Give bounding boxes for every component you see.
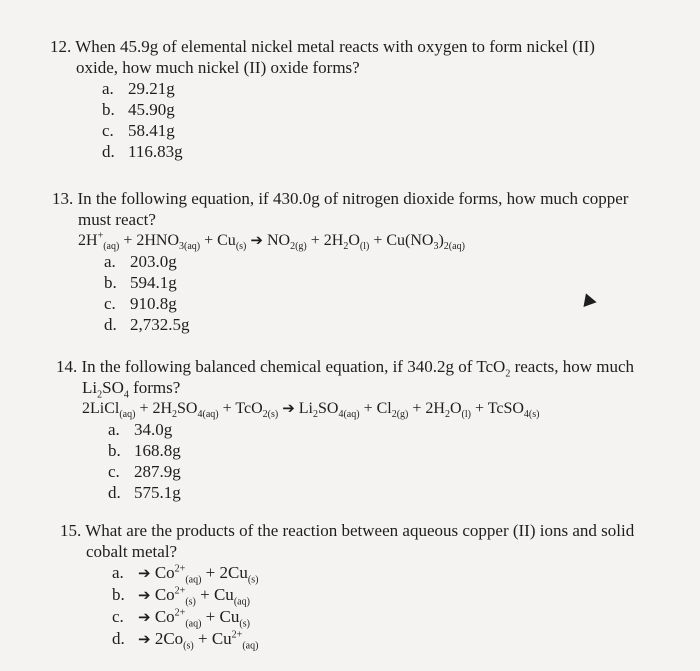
question-12	[50, 36, 595, 162]
question-13-equation: $2H^+_{(aq)} + 2HNO_{3(aq)} + Cu_{(s)}$ ➔ $NO_{2(g)} + 2H_2O_{(l)} + Cu(NO_3)_{2(aq)}$	[78, 230, 465, 253]
question-12-stem-cont: oxide, how much nickel (II) oxide forms?	[76, 58, 360, 77]
question-14-equation: 2LiCl$_{(aq)}$ + $2H_2SO_{4(aq)} + TcO_{2(s)}$ ➔ $Li_2SO_{4(aq)} + Cl_{2(g)} + 2H_2O_{(l)}$ + TcSO$_{4(s)}$	[82, 399, 540, 421]
question-14-stem-cont: $Li_2SO_4$ forms?	[82, 378, 181, 401]
question-14-options	[56, 419, 634, 503]
option-14d[interactable]: d. 575.1g	[108, 483, 181, 502]
option-15b-formula: ➔ $Co^{2+}_{(s)} + Cu_{(aq)}$	[138, 585, 250, 608]
arrow-icon: ➔	[138, 630, 151, 648]
question-12-stem: 12. When 45.9g of elemental nickel metal reacts with oxygen to form nickel (II)	[50, 37, 595, 56]
option-12b[interactable]: b. 45.90g	[102, 100, 175, 119]
option-15a[interactable]: a. ➔ $Co^{2+}_{(aq)} + 2Cu_{(s)}$	[112, 563, 259, 586]
option-15a-formula: ➔ $Co^{2+}_{(aq)} + 2Cu_{(s)}$	[138, 563, 259, 586]
arrow-icon: ➔	[250, 231, 263, 249]
option-13c[interactable]: c. 910.8g	[104, 294, 177, 313]
question-13-options	[52, 251, 628, 335]
question-14	[56, 356, 634, 503]
question-13	[52, 188, 628, 335]
option-15c[interactable]: c. ➔ $Co^{2+}_{(aq)} + Cu_{(s)}$	[112, 607, 250, 630]
option-12c[interactable]: c. 58.41g	[102, 121, 175, 140]
option-14b[interactable]: b. 168.8g	[108, 441, 181, 460]
arrow-icon: ➔	[138, 586, 151, 604]
question-14-stem: 14. In the following balanced chemical equation, if 340.2g of TcO$_2$ reacts, how much	[56, 357, 635, 380]
question-13-stem: 13. In the following equation, if 430.0g of nitrogen dioxide forms, how much copper	[52, 189, 629, 208]
option-14c[interactable]: c. 287.9g	[108, 462, 181, 481]
arrow-icon: ➔	[282, 399, 295, 417]
question-12-options	[50, 78, 595, 162]
arrow-icon: ➔	[138, 564, 151, 582]
option-15d-formula: ➔ $2Co_{(s)} + Cu^{2+}_{(aq)}$	[138, 629, 259, 652]
option-15c-formula: ➔ $Co^{2+}_{(aq)} + Cu_{(s)}$	[138, 607, 250, 630]
question-15-stem-cont: cobalt metal?	[86, 542, 178, 561]
question-15-stem: 15. What are the products of the reaction between aqueous copper (II) ions and solid	[60, 521, 635, 540]
option-13b[interactable]: b. 594.1g	[104, 273, 177, 292]
option-13a[interactable]: a. 203.0g	[104, 252, 177, 271]
option-15d[interactable]: d. ➔ $2Co_{(s)} + Cu^{2+}_{(aq)}$	[112, 629, 259, 652]
arrow-icon: ➔	[138, 608, 151, 626]
option-15b[interactable]: b. ➔ $Co^{2+}_{(s)} + Cu_{(aq)}$	[112, 585, 250, 608]
question-15	[60, 520, 634, 650]
option-13d[interactable]: d. 2,732.5g	[104, 315, 190, 334]
question-13-stem-cont: must react?	[78, 210, 156, 229]
option-12a[interactable]: a. 29.21g	[102, 79, 175, 98]
question-15-options	[60, 562, 634, 650]
option-12d[interactable]: d. 116.83g	[102, 142, 183, 161]
option-14a[interactable]: a. 34.0g	[108, 420, 173, 439]
